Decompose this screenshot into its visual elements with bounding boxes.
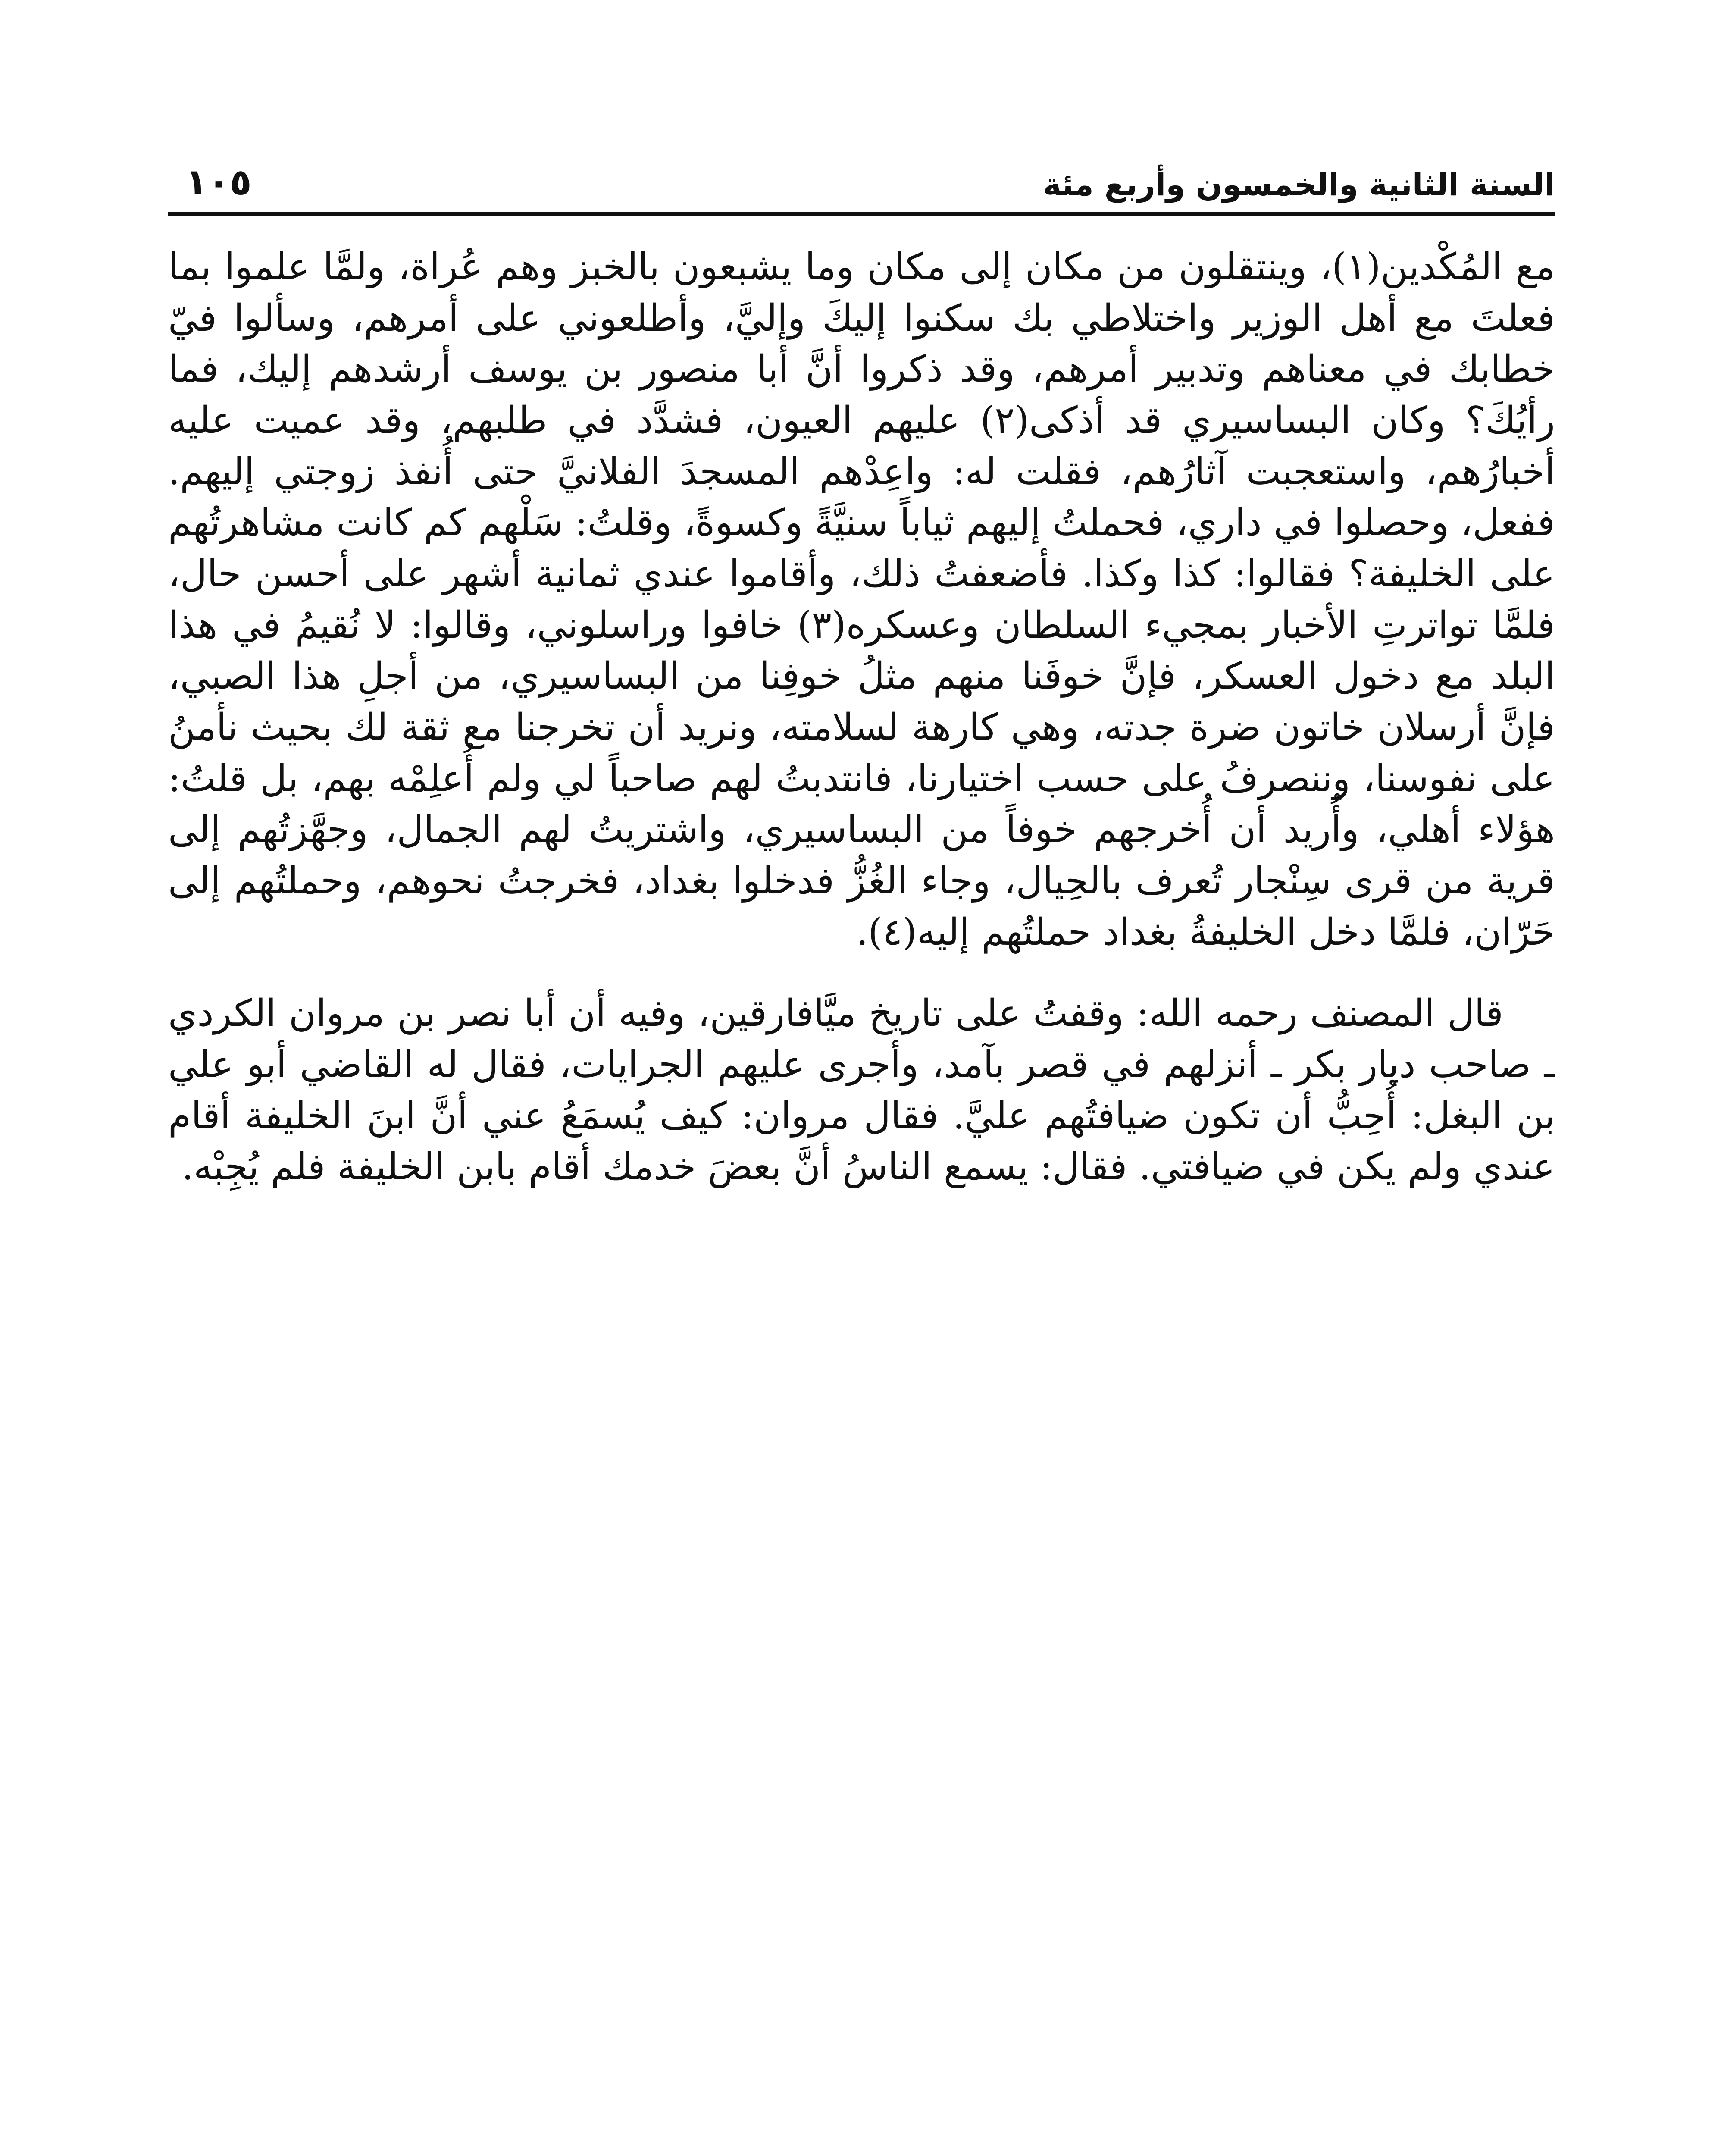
paragraph-1: مع المُكْدين(١)، وينتقلون من مكان إلى مكان وما يشبعون بالخبز وهم عُراة، ولمَّا علموا بما فعلتَ مع أهل الوزير واختلاطي بك سكنوا إليكَ وإليَّ، وأطلعوني على أمرهم، وسألوا فيّ خطابك في معناهم وتدبير أمرهم، وقد ذكروا أنَّ أبا منصور بن يوسف أرشدهم إليك، فما رأيُكَ؟ وكان البساسيري قد أذكى(٢) عليهم العيون، فشدَّد في طلبهم، وقد عميت عليه أخبارُهم، واستعجبت آثارُهم، فقلت له: واعِدْهم المسجدَ الفلانيَّ حتى أُنفذ زوجتي إليهم. ففعل، وحصلوا في داري، فحملتُ إليهم ثياباً سنيَّةً وكسوةً، وقلتُ: سَلْهم كم كانت مشاهرتُهم على الخليفة؟ فقالوا: كذا وكذا. فأضعفتُ ذلك، وأقاموا عندي ثمانية أشهر على أحسن حال، فلمَّا تواترتِ الأخبار بمجيء السلطان وعسكره(٣) خافوا وراسلوني، وقالوا: لا نُقيمُ في هذا البلد مع دخول العسكر، فإنَّ خوفَنا منهم مثلُ خوفِنا من البساسيري، من أجلِ هذا الصبي، فإنَّ أرسلان خاتون ضرة جدته، وهي كارهة لسلامته، ونريد أن تخرجنا مع ثقة لك بحيث نأمنُ على نفوسنا، وننصرفُ على حسب اختيارنا، فانتدبتُ لهم صاحباً لي ولم أُعلِمْه بهم، بل قلتُ: هؤلاء أهلي، وأُريد أن أُخرجهم خوفاً من البساسيري، واشتريتُ لهم الجمال، وجهَّزتُهم إلى قرية من قرى سِنْجار تُعرف بالحِيال، وجاء الغُزُّ فدخلوا بغداد، فخرجتُ نحوهم، وحملتُهم إلى حَرّان، فلمَّا دخل الخليفةُ بغداد حملتُهم إليه(٤). xyxy=(168,245,1555,954)
page-number: ١٠٥ xyxy=(185,161,252,203)
paragraph-2: قال المصنف رحمه الله: وقفتُ على تاريخ ميَّافارقين، وفيه أن أبا نصر بن مروان الكردي ـ صاحب ديار بكر ـ أنزلهم في قصر بآمد، وأجرى عليهم الجرايات، فقال له القاضي أبو علي بن البغل: أُحِبُّ أن تكون ضيافتُهم عليَّ. فقال مروان: كيف يُسمَعُ عني أنَّ ابنَ الخليفة أقام عندي ولم يكن في ضيافتي. فقال: يسمع الناسُ أنَّ بعضَ خدمك أقام بابن الخليفة فلم يُجِبْه. xyxy=(168,992,1555,1189)
main-text xyxy=(168,241,1555,1193)
page-header xyxy=(168,142,1555,216)
running-title: السنة الثانية والخمسون وأربع مئة xyxy=(1043,166,1555,203)
